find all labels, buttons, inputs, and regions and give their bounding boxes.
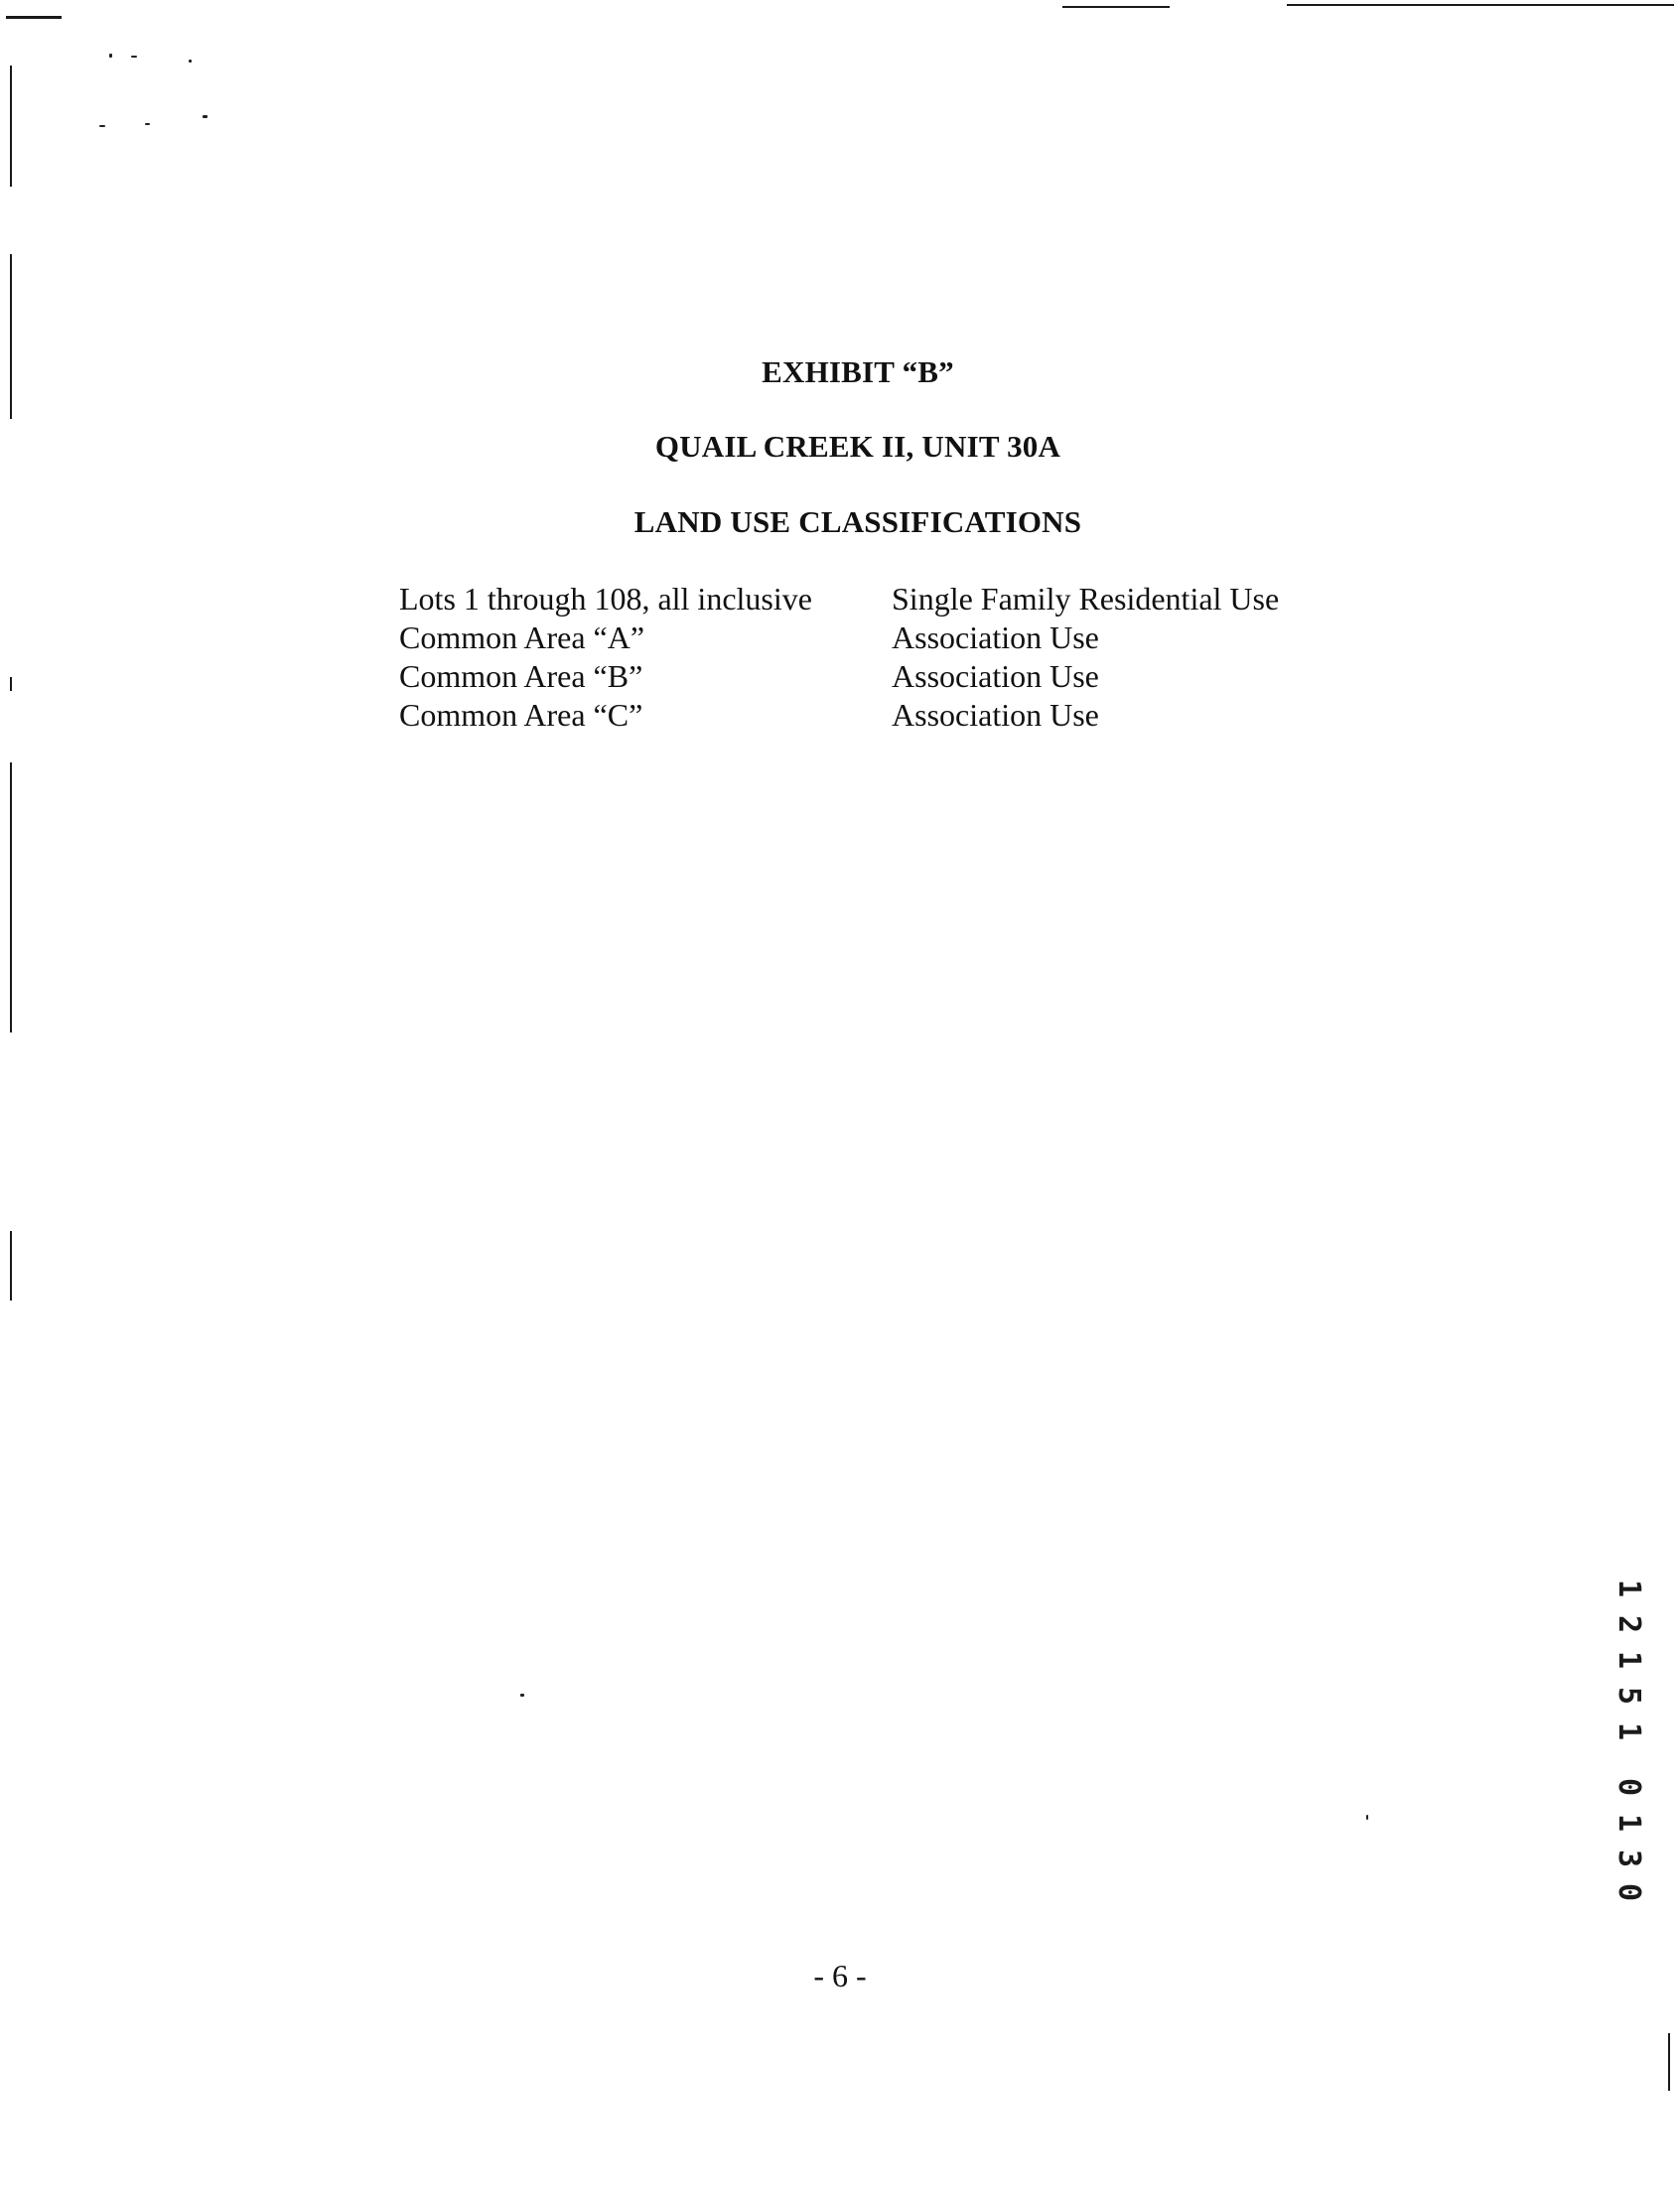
scan-artifact-left-line-5 <box>10 1231 12 1301</box>
stamp-digit: 1 <box>1611 1813 1646 1833</box>
stamp-digit: 1 <box>1611 1578 1646 1598</box>
parcel-label: Lots 1 through 108, all inclusive <box>399 581 812 617</box>
section-title: LAND USE CLASSIFICATIONS <box>633 504 1082 539</box>
exhibit-title: EXHIBIT “B” <box>762 354 954 389</box>
scan-speck <box>99 125 105 127</box>
scan-artifact-left-line-4 <box>10 762 12 1032</box>
scan-artifact-top-left <box>6 16 62 19</box>
scan-artifact-top-rule-2 <box>1287 4 1674 6</box>
stamp-digit: 5 <box>1611 1686 1646 1706</box>
recording-number-stamp <box>1605 1574 1652 1911</box>
page-number: - 6 - <box>813 1958 867 1993</box>
scan-speck <box>520 1694 524 1697</box>
stamp-digit: 1 <box>1611 1721 1646 1741</box>
scan-speck <box>145 123 150 125</box>
scan-speck <box>189 60 192 63</box>
use-label: Association Use <box>892 658 1099 694</box>
scan-speck <box>203 115 208 118</box>
scan-artifact-left-line-3 <box>10 677 12 691</box>
stamp-digit: 2 <box>1611 1614 1646 1634</box>
scan-artifact-right-line <box>1668 2033 1670 2091</box>
project-title: QUAIL CREEK II, UNIT 30A <box>654 429 1061 464</box>
use-label: Association Use <box>892 697 1099 733</box>
scan-artifact-left-line-1 <box>10 66 12 187</box>
use-label: Single Family Residential Use <box>892 581 1280 617</box>
scan-speck <box>131 56 137 58</box>
use-label: Association Use <box>892 619 1099 655</box>
scan-speck <box>1366 1815 1368 1820</box>
parcel-label: Common Area “A” <box>399 619 645 655</box>
stamp-digit: 0 <box>1611 1882 1646 1902</box>
parcel-label: Common Area “B” <box>399 658 643 694</box>
scan-artifact-top-rule-1 <box>1062 6 1170 8</box>
scan-artifact-left-line-2 <box>10 254 12 419</box>
stamp-digit: 3 <box>1611 1849 1646 1868</box>
parcel-label: Common Area “C” <box>399 697 643 733</box>
stamp-digit: 1 <box>1611 1650 1646 1670</box>
stamp-digit: 0 <box>1611 1777 1646 1797</box>
scan-speck <box>109 54 112 58</box>
